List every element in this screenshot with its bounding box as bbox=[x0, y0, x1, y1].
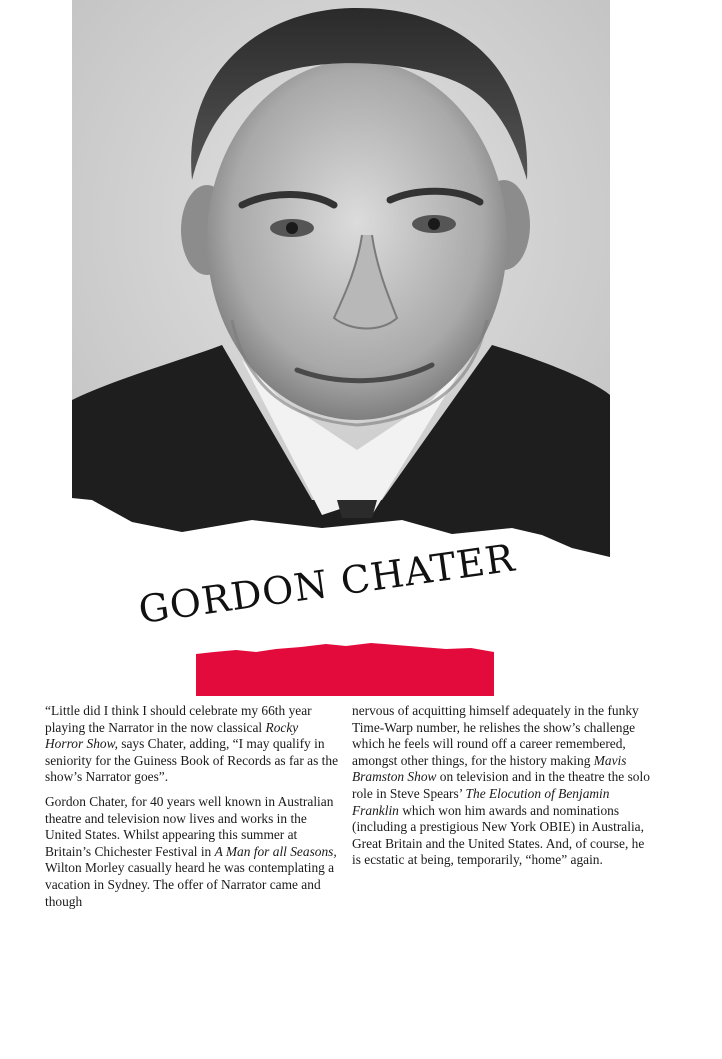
headline: GORDON CHATER bbox=[135, 535, 518, 632]
paragraph: Gordon Chater, for 40 years well known in Australian theatre and television now lives and works in the United States. Whilst appearing this summer at Britain’s Chichester Festival in A Man for all Seasons, Wilton Morley casually heard he was contemplating a vacation in Sydney. The offer of Narrator came and though bbox=[45, 793, 337, 909]
article-left-column bbox=[45, 703, 339, 918]
paragraph: “Little did I think I should celebrate my 66th year playing the Narrator in the now classical Rocky Horror Show, says Chater, adding, “I may qualify in seniority for the Guiness Book of Records as far as the show’s Narrator goes”. bbox=[45, 703, 339, 785]
article-right-column bbox=[352, 703, 652, 877]
portrait-photo bbox=[72, 0, 610, 557]
red-accent-bar bbox=[196, 640, 494, 696]
paragraph: nervous of acquitting himself adequately in the funky Time-Warp number, he relishes the show’s challenge which he feels will round off a career remembered, amongst other things, for the history making Mavis Bramston Show on television and in the theatre the solo role in Steve Spears’ The Elocution of Benjamin Franklin which won him awards and nominations (including a prestigious New York OBIE) in Australia, Great Britain and the United States. And, of course, he is ecstatic at being, temporarily, “home” again. bbox=[352, 703, 650, 868]
